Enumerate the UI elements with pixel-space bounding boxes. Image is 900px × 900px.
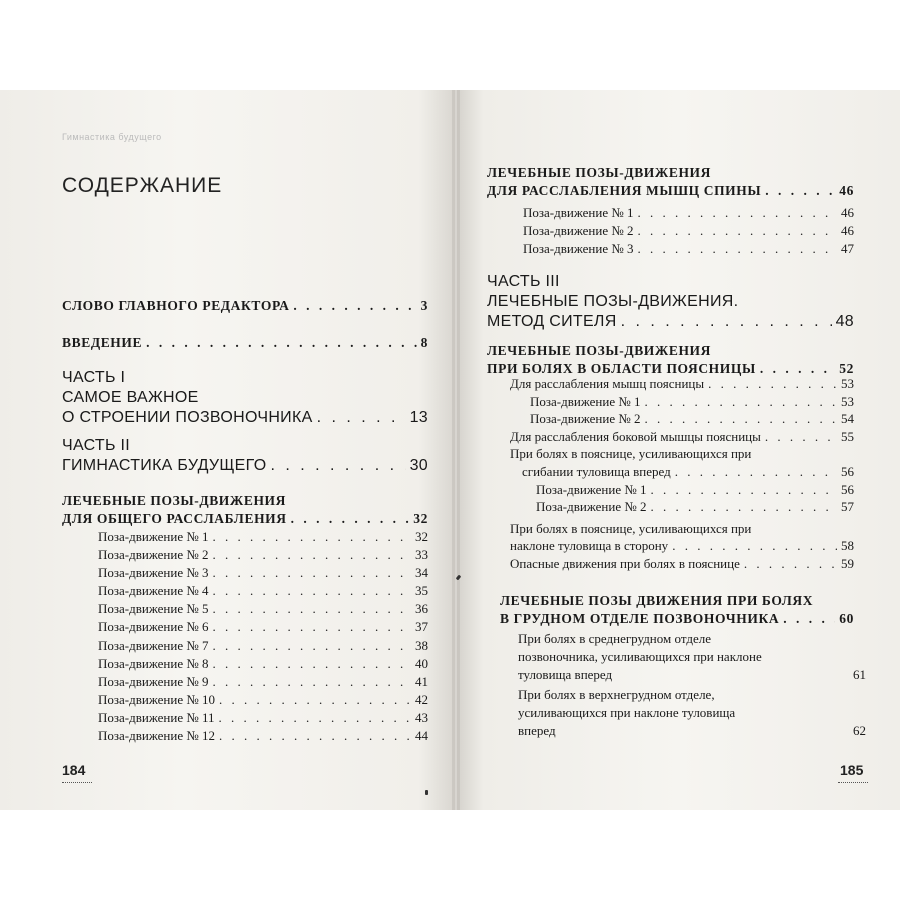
toc-entry-label: Поза-движение № 2: [523, 223, 634, 238]
part-title-line: МЕТОД СИТЕЛЯ: [487, 313, 617, 330]
part-title-line: О СТРОЕНИИ ПОЗВОНОЧНИКА: [62, 409, 313, 426]
toc-entry-page: 32: [415, 529, 428, 544]
toc-entry-label: ВВЕДЕНИЕ: [62, 335, 143, 350]
toc-entry-pose[interactable]: [98, 564, 428, 582]
toc-entry-label: Поза-движение № 1: [536, 481, 647, 497]
toc-entry-page: 32: [413, 511, 428, 526]
toc-entry-label: При болях в пояснице, усиливающихся при: [510, 446, 752, 462]
toc-entry-page: 42: [415, 691, 428, 707]
section-title-line: ЛЕЧЕБНЫЕ ПОЗЫ ДВИЖЕНИЯ ПРИ БОЛЯХ: [500, 593, 814, 608]
part-number: ЧАСТЬ II: [62, 437, 131, 454]
leader-dots: [317, 408, 406, 428]
section-title-line: ДЛЯ РАССЛАБЛЕНИЯ МЫШЦ СПИНЫ: [487, 183, 762, 198]
toc-entry-label: Поза-движение № 2: [536, 499, 647, 515]
toc-entry-label: При болях в верхнегрудном отделе,: [518, 687, 715, 702]
leader-dots: [651, 498, 838, 516]
toc-entry-label: Поза-движение № 1: [530, 393, 641, 409]
section-title-line: ЛЕЧЕБНЫЕ ПОЗЫ-ДВИЖЕНИЯ: [62, 493, 287, 508]
section-title-line: ДЛЯ ОБЩЕГО РАССЛАБЛЕНИЯ: [62, 511, 287, 526]
toc-part-2[interactable]: [62, 436, 428, 476]
leader-dots: [783, 610, 835, 628]
toc-entry-pose[interactable]: [98, 673, 428, 691]
toc-entry-page: 43: [415, 709, 428, 725]
leader-dots: [213, 600, 412, 618]
toc-entry-multiline[interactable]: [510, 520, 854, 555]
toc-entry-pose[interactable]: [536, 481, 854, 499]
page-number-rule: [62, 782, 92, 785]
thoracic-list: [518, 630, 866, 740]
toc-entry-label: Поза-движение № 1: [523, 205, 634, 220]
leader-dots: [645, 393, 838, 411]
toc-section-lumbar[interactable]: [487, 342, 854, 378]
part-title-line: САМОЕ ВАЖНОЕ: [62, 389, 199, 406]
toc-entry-label: Опасные движения при болях в пояснице: [510, 555, 740, 571]
toc-entry-label: Поза-движение № 9: [98, 673, 209, 689]
leader-dots: [708, 375, 837, 393]
print-speck: [425, 790, 428, 795]
toc-entry-multiline[interactable]: [510, 445, 854, 480]
toc-entry-page: 37: [415, 619, 428, 635]
leader-dots: [146, 335, 417, 351]
toc-entry-multiline[interactable]: [518, 686, 866, 740]
toc-entry-page: 33: [415, 547, 428, 563]
toc-entry-pose[interactable]: [98, 691, 428, 709]
toc-entry-label: Поза-движение № 2: [530, 411, 641, 427]
leader-dots: [621, 312, 832, 332]
section-title-line: ЛЕЧЕБНЫЕ ПОЗЫ-ДВИЖЕНИЯ: [487, 343, 712, 358]
leader-dots: [765, 182, 835, 200]
toc-entry-pose[interactable]: [98, 528, 428, 546]
back-pose-list: [523, 204, 854, 258]
toc-entry-label: вперед: [518, 723, 556, 738]
toc-entry-page: 36: [415, 601, 428, 617]
toc-entry-page: 60: [839, 611, 854, 626]
toc-entry-page: 44: [415, 728, 428, 744]
toc-entry-label: СЛОВО ГЛАВНОГО РЕДАКТОРА: [62, 298, 290, 313]
toc-entry-page: 38: [415, 637, 428, 653]
leader-dots: [651, 481, 838, 499]
toc-entry-page: 46: [839, 183, 854, 198]
toc-entry-label: Поза-движение № 5: [98, 601, 209, 617]
toc-entry-page: 3: [420, 298, 428, 313]
lumbar-list: [510, 375, 854, 573]
book-gutter: [452, 90, 460, 810]
part-title-line: ЛЕЧЕБНЫЕ ПОЗЫ-ДВИЖЕНИЯ.: [487, 293, 739, 310]
toc-entry-page: 56: [841, 481, 854, 497]
toc-entry-label: При болях в среднегрудном отделе: [518, 631, 711, 646]
toc-entry-page: 55: [841, 428, 854, 444]
leader-dots: [744, 555, 837, 573]
leader-dots: [219, 727, 411, 745]
toc-entry-page: 30: [409, 457, 428, 474]
toc-entry-page: 52: [839, 361, 854, 376]
toc-entry-label: Поза-движение № 7: [98, 637, 209, 653]
toc-section-back[interactable]: [487, 164, 854, 200]
toc-entry-pose[interactable]: [98, 618, 428, 636]
toc-entry-editor[interactable]: [62, 298, 428, 314]
page-number-right: 185: [840, 762, 864, 778]
toc-entry-pose[interactable]: [523, 240, 854, 258]
toc-entry-label: Для расслабления мышц поясницы: [510, 376, 705, 391]
toc-entry-page: 61: [853, 667, 866, 682]
toc-part-3[interactable]: [487, 272, 854, 332]
page-title: СОДЕРЖАНИЕ: [62, 174, 223, 197]
leader-dots: [213, 546, 412, 564]
leader-dots: [765, 428, 837, 446]
section-title-line: В ГРУДНОМ ОТДЕЛЕ ПОЗВОНОЧНИКА: [500, 611, 780, 626]
toc-entry-pose[interactable]: [523, 222, 854, 240]
toc-section-general[interactable]: [62, 492, 428, 528]
toc-entry-page: 57: [841, 499, 854, 515]
leader-dots: [675, 463, 837, 481]
leader-dots: [213, 637, 412, 655]
toc-entry-page: 62: [853, 723, 866, 738]
toc-entry-page: 13: [409, 409, 428, 426]
toc-entry[interactable]: [510, 428, 854, 446]
page-number-rule: [838, 782, 868, 785]
toc-entry-label: Поза-движение № 3: [523, 241, 634, 256]
toc-entry-pose[interactable]: [530, 393, 854, 411]
toc-entry-page: 58: [841, 538, 854, 554]
toc-entry-pose[interactable]: [98, 655, 428, 673]
toc-entry[interactable]: [510, 375, 854, 393]
toc-entry-label: Поза-движение № 1: [98, 529, 209, 544]
toc-entry-page: 48: [835, 313, 854, 330]
leader-dots: [638, 204, 838, 222]
pose-list: [98, 528, 428, 745]
toc-entry-page: 35: [415, 583, 428, 599]
toc-entry-multiline[interactable]: [518, 630, 866, 684]
toc-part-1[interactable]: [62, 368, 428, 428]
part-title-line: ГИМНАСТИКА БУДУЩЕГО: [62, 457, 267, 474]
toc-entry-pose[interactable]: [98, 637, 428, 655]
toc-section-thoracic[interactable]: [500, 592, 854, 628]
leader-dots: [213, 673, 412, 691]
toc-entry-page: 54: [841, 411, 854, 427]
toc-entry-label: Поза-движение № 6: [98, 619, 209, 635]
leader-dots: [638, 222, 838, 240]
toc-entry-page: 40: [415, 655, 428, 671]
toc-entry-label: Поза-движение № 8: [98, 655, 209, 671]
leader-dots: [219, 709, 411, 727]
toc-entry-label: При болях в пояснице, усиливающихся при: [510, 520, 752, 536]
toc-entry-pose[interactable]: [98, 709, 428, 727]
leader-dots: [213, 528, 412, 546]
toc-entry-label: Поза-движение № 3: [98, 565, 209, 581]
toc-entry-pose[interactable]: [98, 727, 428, 745]
page-number-left: 184: [62, 762, 86, 778]
toc-entry-label: туловища вперед: [518, 667, 613, 682]
toc-entry-label: Поза-движение № 4: [98, 583, 209, 599]
toc-entry-label: усиливающихся при наклоне туловища: [518, 705, 736, 720]
toc-entry-page: 53: [841, 376, 854, 391]
toc-entry-label: Поза-движение № 12: [98, 728, 215, 744]
toc-entry-intro[interactable]: [62, 335, 428, 351]
part-number: ЧАСТЬ I: [62, 369, 126, 386]
toc-entry-page: 56: [841, 463, 854, 479]
toc-entry-label: наклоне туловища в сторону: [510, 538, 669, 554]
toc-entry-label: Поза-движение № 2: [98, 547, 209, 563]
toc-entry-pose[interactable]: [98, 600, 428, 618]
part-number: ЧАСТЬ III: [487, 273, 560, 290]
toc-entry-page: 41: [415, 673, 428, 689]
leader-dots: [638, 240, 838, 258]
toc-entry-page: 53: [841, 393, 854, 409]
toc-entry-page: 47: [841, 241, 854, 256]
leader-dots: [672, 537, 837, 555]
toc-entry-label: Для расслабления боковой мышцы поясницы: [510, 428, 761, 444]
toc-entry-pose[interactable]: [98, 582, 428, 600]
toc-entry-label: позвоночника, усиливающихся при наклоне: [518, 649, 762, 664]
toc-entry-pose[interactable]: [530, 410, 854, 428]
leader-dots: [645, 410, 838, 428]
toc-entry-page: 59: [841, 555, 854, 571]
toc-entry-pose[interactable]: [523, 204, 854, 222]
running-head: Гимнастика будущего: [62, 132, 162, 142]
leader-dots: [270, 456, 405, 476]
toc-entry-page: 34: [415, 565, 428, 581]
section-title-line: ПРИ БОЛЯХ В ОБЛАСТИ ПОЯСНИЦЫ: [487, 361, 756, 376]
toc-entry-label: сгибании туловища вперед: [522, 463, 671, 479]
leader-dots: [219, 691, 411, 709]
section-title-line: ЛЕЧЕБНЫЕ ПОЗЫ-ДВИЖЕНИЯ: [487, 165, 712, 180]
toc-entry-page: 46: [841, 205, 854, 220]
leader-dots: [213, 582, 412, 600]
toc-entry-label: Поза-движение № 10: [98, 691, 215, 707]
leader-dots: [291, 510, 410, 528]
toc-entry-pose[interactable]: [536, 498, 854, 516]
leader-dots: [213, 564, 412, 582]
toc-entry-pose[interactable]: [98, 546, 428, 564]
leader-dots: [293, 298, 416, 314]
leader-dots: [213, 655, 412, 673]
leader-dots: [213, 618, 412, 636]
toc-entry-page: 46: [841, 223, 854, 238]
toc-entry-label: Поза-движение № 11: [98, 709, 215, 725]
toc-entry[interactable]: [510, 555, 854, 573]
toc-entry-page: 8: [420, 335, 428, 350]
